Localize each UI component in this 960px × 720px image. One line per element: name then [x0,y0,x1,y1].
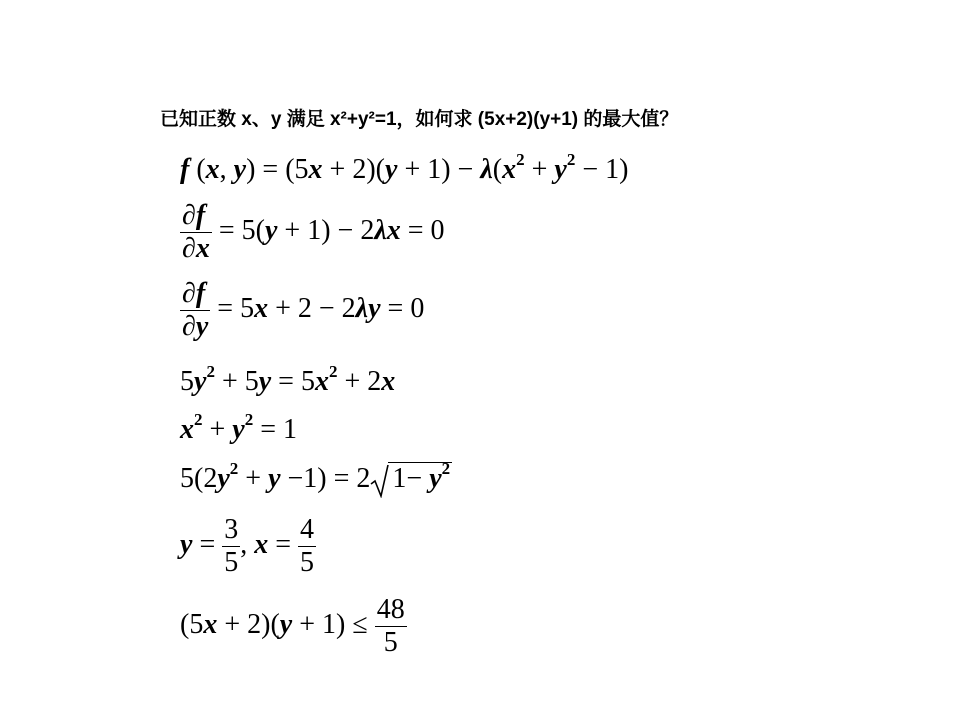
radical-sign-icon [370,464,390,498]
lagrangian-equation: f (x, $y) = (5x + 2)(y + 1) - \lambda(x^2 + y^2 - 1)$ [180,150,629,185]
maximum-inequality: (5x + 2)(y + 1) ≤ $\frac{48}{5}$ [180,594,405,658]
partial-y-equation: $\frac{\partial f}{\partial y}$ = 5x + 2 − 2λy = 0 [182,278,425,342]
constraint-equation: $x^2 + y^2 = 1$ [180,410,298,445]
problem-title: 已知正数 x、y 满足 x²+y²=1，如何求 (5x+2)(y+1) 的最大值？ [160,109,679,130]
solution-equation: y = $\frac{3}{5}$ , x = $\frac{4}{5}$ [180,514,315,578]
substituted-equation: $5(2y^2 + y -1) = 2$ $1- y^2$ [180,462,452,493]
combined-equation: $5y^2 + 5y = 5x^2 + 2x$ [180,362,396,397]
partial-x-equation: $\frac{\partial f}{\partial x}$ = 5(y + 1) − 2λx = 0 [182,200,445,264]
